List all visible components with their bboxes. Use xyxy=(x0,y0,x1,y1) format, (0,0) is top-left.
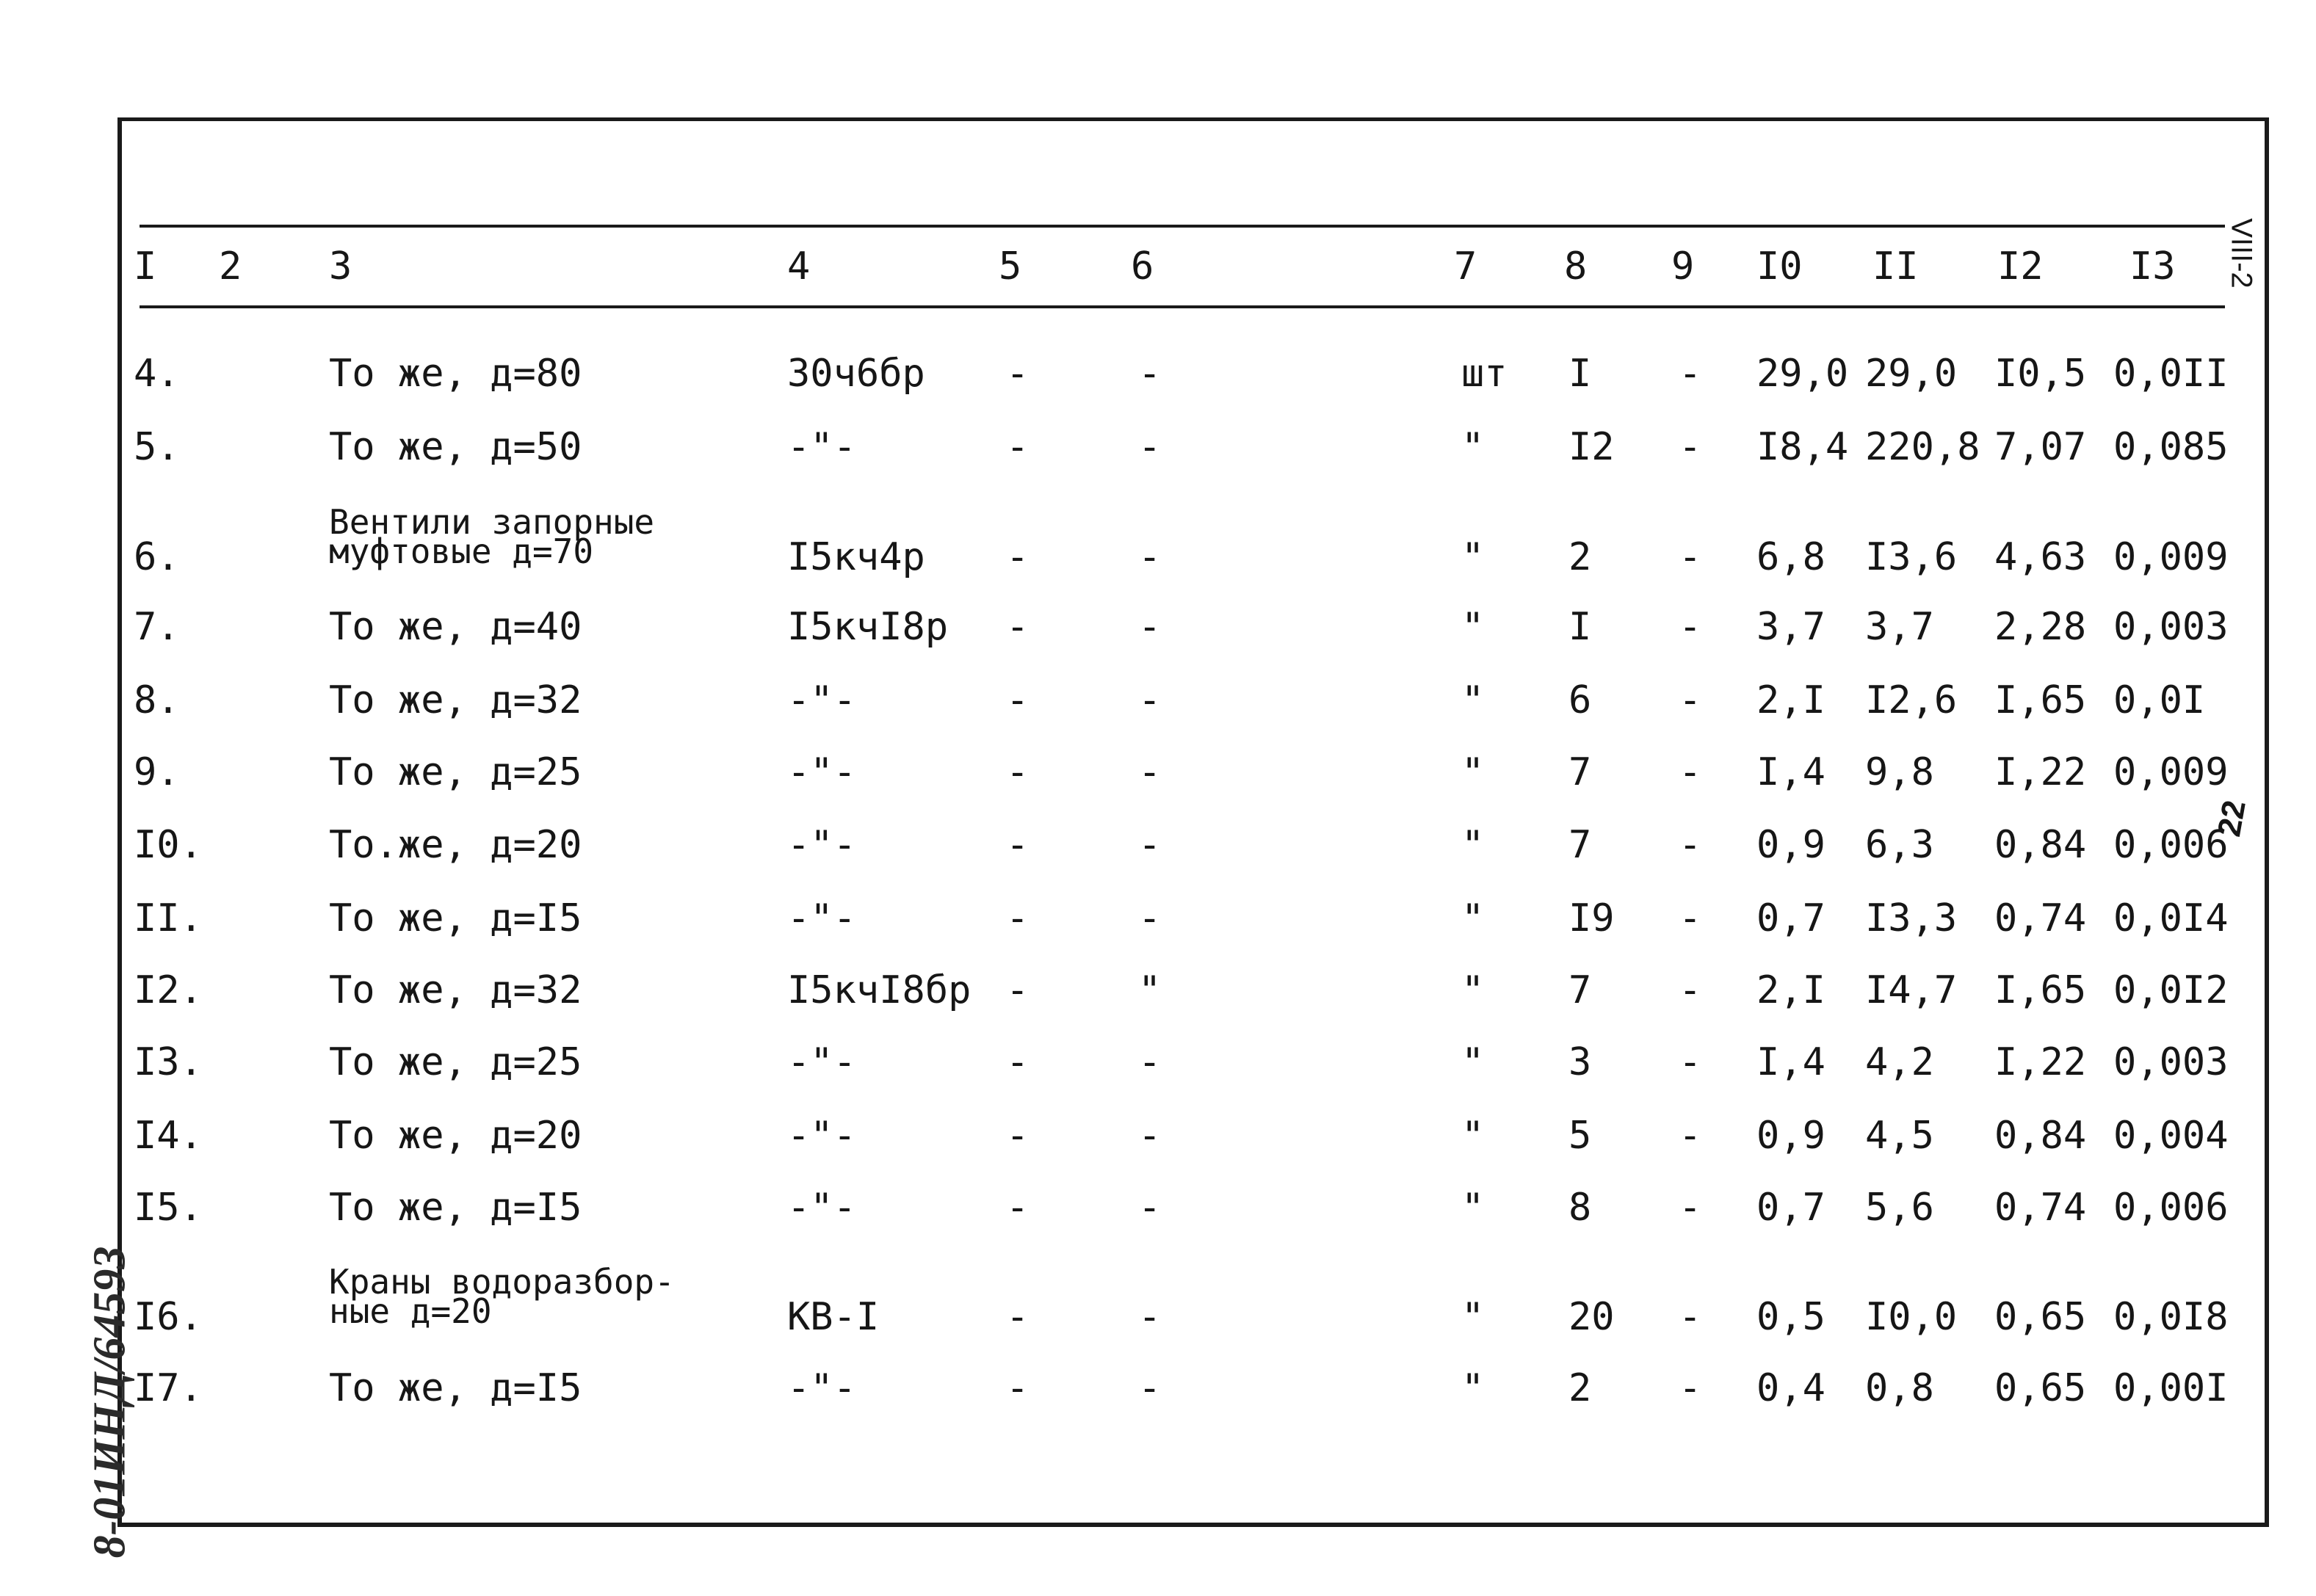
quantity-cell: 7 xyxy=(1568,968,1592,1012)
unit-mass-cell: 0,4 xyxy=(1756,1366,1825,1410)
unit-mass-cell: 2,I xyxy=(1756,968,1825,1012)
col5-cell: - xyxy=(1006,1114,1029,1158)
col12-cell: 2,28 xyxy=(1994,605,2087,649)
mark-cell: I5кчI8р xyxy=(787,605,949,649)
item-name: То же, д=I5 xyxy=(329,896,582,940)
col6-cell: - xyxy=(1138,1114,1162,1158)
quantity-cell: I xyxy=(1568,352,1592,396)
col5-cell: - xyxy=(1006,1040,1029,1084)
header-top-rule xyxy=(140,225,2225,228)
quantity-cell: 2 xyxy=(1568,535,1592,579)
mark-cell: -"- xyxy=(787,425,856,469)
item-name: То же, д=I5 xyxy=(329,1186,582,1230)
col13-cell: 0,0II xyxy=(2113,352,2229,396)
col13-cell: 0,0I8 xyxy=(2113,1295,2229,1339)
column-header: 7 xyxy=(1454,244,1477,289)
total-mass-cell: 220,8 xyxy=(1865,425,1980,469)
col6-cell: - xyxy=(1138,823,1162,867)
col6-cell: - xyxy=(1138,425,1162,469)
unit-cell: " xyxy=(1461,1114,1485,1158)
unit-mass-cell: 0,7 xyxy=(1756,1186,1825,1230)
unit-mass-cell: 0,7 xyxy=(1756,896,1825,940)
col13-cell: 0,006 xyxy=(2113,1186,2229,1230)
column-header: 6 xyxy=(1131,244,1154,289)
mark-cell: -"- xyxy=(787,678,856,722)
unit-cell: " xyxy=(1461,1186,1485,1230)
col13-cell: 0,006 xyxy=(2113,823,2229,867)
unit-cell: " xyxy=(1461,896,1485,940)
total-mass-cell: I4,7 xyxy=(1865,968,1958,1012)
col12-cell: 0,84 xyxy=(1994,1114,2087,1158)
item-name: То.же, д=20 xyxy=(329,823,582,867)
quantity-cell: I2 xyxy=(1568,425,1615,469)
row-number: I6. xyxy=(134,1295,203,1339)
col9-cell: - xyxy=(1679,823,1702,867)
col12-cell: 7,07 xyxy=(1994,425,2087,469)
column-header: 9 xyxy=(1671,244,1695,289)
unit-mass-cell: I8,4 xyxy=(1756,425,1849,469)
col5-cell: - xyxy=(1006,605,1029,649)
item-name: То же, д=40 xyxy=(329,605,582,649)
column-header: II xyxy=(1872,244,1919,289)
item-name: Вентили запорные xyxy=(329,502,655,542)
col5-cell: - xyxy=(1006,968,1029,1012)
item-name-continued: муфтовые д=70 xyxy=(329,532,594,571)
row-number: I0. xyxy=(134,823,203,867)
total-mass-cell: 6,3 xyxy=(1865,823,1934,867)
row-number: 6. xyxy=(134,535,180,579)
col5-cell: - xyxy=(1006,678,1029,722)
col12-cell: I0,5 xyxy=(1994,352,2087,396)
mark-cell: 30ч6бр xyxy=(787,352,925,396)
total-mass-cell: 5,6 xyxy=(1865,1186,1934,1230)
unit-cell: " xyxy=(1461,823,1485,867)
item-name: То же, д=80 xyxy=(329,352,582,396)
row-number: I7. xyxy=(134,1366,203,1410)
col6-cell: - xyxy=(1138,605,1162,649)
col5-cell: - xyxy=(1006,823,1029,867)
row-number: I4. xyxy=(134,1114,203,1158)
col9-cell: - xyxy=(1679,968,1702,1012)
col6-cell: - xyxy=(1138,1040,1162,1084)
total-mass-cell: 4,5 xyxy=(1865,1114,1934,1158)
quantity-cell: I9 xyxy=(1568,896,1615,940)
col13-cell: 0,0I xyxy=(2113,678,2206,722)
unit-cell: " xyxy=(1461,1295,1485,1339)
unit-cell: " xyxy=(1461,1366,1485,1410)
unit-mass-cell: 0,5 xyxy=(1756,1295,1825,1339)
row-number: 4. xyxy=(134,352,180,396)
unit-cell: " xyxy=(1461,1040,1485,1084)
col13-cell: 0,0I4 xyxy=(2113,896,2229,940)
col9-cell: - xyxy=(1679,605,1702,649)
mark-cell: -"- xyxy=(787,823,856,867)
total-mass-cell: I3,6 xyxy=(1865,535,1958,579)
column-header: 3 xyxy=(329,244,352,289)
mark-cell: I5кч4р xyxy=(787,535,925,579)
col6-cell: - xyxy=(1138,535,1162,579)
col12-cell: 0,74 xyxy=(1994,1186,2087,1230)
mark-cell: -"- xyxy=(787,1186,856,1230)
total-mass-cell: 0,8 xyxy=(1865,1366,1934,1410)
item-name: То же, д=32 xyxy=(329,678,582,722)
inventory-stamp: 8-01ИНД/64593 xyxy=(84,1246,135,1559)
col13-cell: 0,003 xyxy=(2113,1040,2229,1084)
item-name: То же, д=32 xyxy=(329,968,582,1012)
col13-cell: 0,009 xyxy=(2113,535,2229,579)
unit-mass-cell: I,4 xyxy=(1756,1040,1825,1084)
col9-cell: - xyxy=(1679,535,1702,579)
mark-cell: -"- xyxy=(787,750,856,794)
column-header: 4 xyxy=(787,244,811,289)
mark-cell: -"- xyxy=(787,1366,856,1410)
col5-cell: - xyxy=(1006,352,1029,396)
total-mass-cell: I3,3 xyxy=(1865,896,1958,940)
col5-cell: - xyxy=(1006,1186,1029,1230)
quantity-cell: I xyxy=(1568,605,1592,649)
row-number: I3. xyxy=(134,1040,203,1084)
unit-mass-cell: 2,I xyxy=(1756,678,1825,722)
col5-cell: - xyxy=(1006,1295,1029,1339)
col5-cell: - xyxy=(1006,750,1029,794)
row-number: 7. xyxy=(134,605,180,649)
mark-cell: I5кчI8бр xyxy=(787,968,971,1012)
item-name: То же, д=25 xyxy=(329,750,582,794)
unit-mass-cell: 6,8 xyxy=(1756,535,1825,579)
col9-cell: - xyxy=(1679,1295,1702,1339)
header-bottom-rule xyxy=(140,305,2225,308)
col6-cell: - xyxy=(1138,678,1162,722)
unit-mass-cell: 29,0 xyxy=(1756,352,1849,396)
col9-cell: - xyxy=(1679,352,1702,396)
column-header: 2 xyxy=(219,244,242,289)
unit-mass-cell: 3,7 xyxy=(1756,605,1825,649)
column-header: 8 xyxy=(1564,244,1588,289)
col13-cell: 0,003 xyxy=(2113,605,2229,649)
col9-cell: - xyxy=(1679,1186,1702,1230)
item-name: То же, д=50 xyxy=(329,425,582,469)
col12-cell: I,65 xyxy=(1994,678,2087,722)
col12-cell: 0,65 xyxy=(1994,1366,2087,1410)
col12-cell: I,22 xyxy=(1994,1040,2087,1084)
col12-cell: 0,74 xyxy=(1994,896,2087,940)
col13-cell: 0,0I2 xyxy=(2113,968,2229,1012)
col12-cell: I,65 xyxy=(1994,968,2087,1012)
mark-cell: КВ-I xyxy=(787,1295,880,1339)
col5-cell: - xyxy=(1006,896,1029,940)
column-header: I xyxy=(134,244,157,289)
unit-cell: " xyxy=(1461,750,1485,794)
col6-cell: - xyxy=(1138,750,1162,794)
quantity-cell: 5 xyxy=(1568,1114,1592,1158)
unit-cell: " xyxy=(1461,425,1485,469)
mark-cell: -"- xyxy=(787,1114,856,1158)
col5-cell: - xyxy=(1006,535,1029,579)
row-number: I5. xyxy=(134,1186,203,1230)
col6-cell: - xyxy=(1138,352,1162,396)
col6-cell: - xyxy=(1138,896,1162,940)
row-number: I2. xyxy=(134,968,203,1012)
unit-mass-cell: 0,9 xyxy=(1756,1114,1825,1158)
item-name: Краны водоразбор- xyxy=(329,1262,675,1302)
page-number-mark: 22 xyxy=(2211,797,2253,840)
col6-cell: - xyxy=(1138,1366,1162,1410)
item-name-continued: ные д=20 xyxy=(329,1291,492,1331)
col9-cell: - xyxy=(1679,1114,1702,1158)
col13-cell: 0,004 xyxy=(2113,1114,2229,1158)
col9-cell: - xyxy=(1679,425,1702,469)
col13-cell: 0,009 xyxy=(2113,750,2229,794)
quantity-cell: 8 xyxy=(1568,1186,1592,1230)
row-number: 5. xyxy=(134,425,180,469)
col13-cell: 0,00I xyxy=(2113,1366,2229,1410)
total-mass-cell: 29,0 xyxy=(1865,352,1958,396)
unit-cell: " xyxy=(1461,535,1485,579)
item-name: То же, д=I5 xyxy=(329,1366,582,1410)
unit-mass-cell: I,4 xyxy=(1756,750,1825,794)
total-mass-cell: 4,2 xyxy=(1865,1040,1934,1084)
col12-cell: 4,63 xyxy=(1994,535,2087,579)
col12-cell: 0,84 xyxy=(1994,823,2087,867)
quantity-cell: 2 xyxy=(1568,1366,1592,1410)
col9-cell: - xyxy=(1679,1366,1702,1410)
col12-cell: I,22 xyxy=(1994,750,2087,794)
unit-mass-cell: 0,9 xyxy=(1756,823,1825,867)
row-number: 9. xyxy=(134,750,180,794)
unit-cell: шт xyxy=(1461,352,1508,396)
quantity-cell: 20 xyxy=(1568,1295,1615,1339)
col6-cell: - xyxy=(1138,1295,1162,1339)
column-header: I2 xyxy=(1997,244,2044,289)
total-mass-cell: 9,8 xyxy=(1865,750,1934,794)
sheet-mark: VIII-2 xyxy=(2225,218,2258,289)
total-mass-cell: 3,7 xyxy=(1865,605,1934,649)
item-name: То же, д=25 xyxy=(329,1040,582,1084)
item-name: То же, д=20 xyxy=(329,1114,582,1158)
mark-cell: -"- xyxy=(787,1040,856,1084)
col12-cell: 0,65 xyxy=(1994,1295,2087,1339)
col5-cell: - xyxy=(1006,1366,1029,1410)
row-number: II. xyxy=(134,896,203,940)
column-header: I0 xyxy=(1756,244,1803,289)
total-mass-cell: I0,0 xyxy=(1865,1295,1958,1339)
row-number: 8. xyxy=(134,678,180,722)
unit-cell: " xyxy=(1461,678,1485,722)
unit-cell: " xyxy=(1461,605,1485,649)
col6-cell: - xyxy=(1138,1186,1162,1230)
mark-cell: -"- xyxy=(787,896,856,940)
unit-cell: " xyxy=(1461,968,1485,1012)
col9-cell: - xyxy=(1679,678,1702,722)
quantity-cell: 7 xyxy=(1568,750,1592,794)
quantity-cell: 7 xyxy=(1568,823,1592,867)
col9-cell: - xyxy=(1679,750,1702,794)
col9-cell: - xyxy=(1679,896,1702,940)
col5-cell: - xyxy=(1006,425,1029,469)
quantity-cell: 3 xyxy=(1568,1040,1592,1084)
col6-cell: " xyxy=(1138,968,1162,1012)
quantity-cell: 6 xyxy=(1568,678,1592,722)
column-header: I3 xyxy=(2129,244,2176,289)
total-mass-cell: I2,6 xyxy=(1865,678,1958,722)
col13-cell: 0,085 xyxy=(2113,425,2229,469)
column-header: 5 xyxy=(999,244,1022,289)
col9-cell: - xyxy=(1679,1040,1702,1084)
